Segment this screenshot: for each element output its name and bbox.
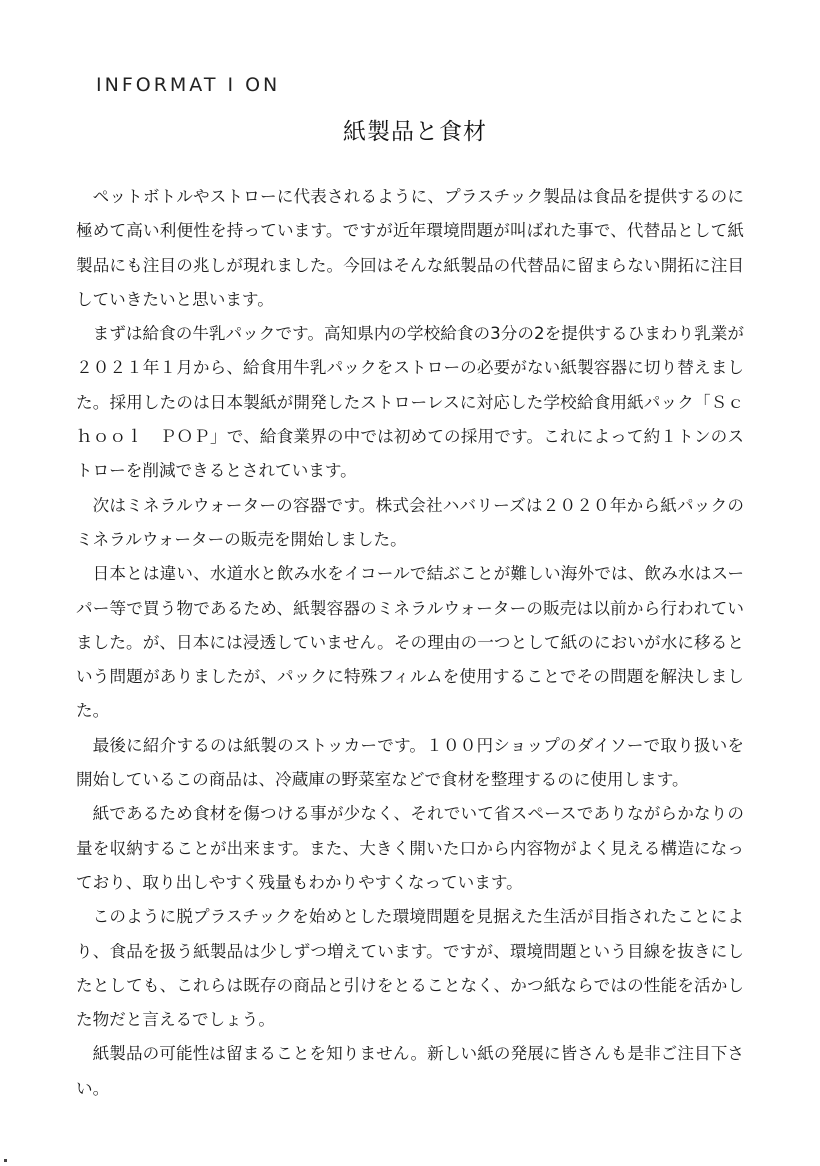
paragraph-summary: このように脱プラスチックを始めとした環境問題を見据えた生活が目指されたことにより、食品を扱う紙製品は少しずつ増えています。ですが、環境問題という目線を抜きにしたとしても、これらは既存の商品と引けをとることなく、かつ紙ならではの性能を活かした物だと言えるでしょう。: [76, 907, 744, 1030]
section-label: INFORMAT I ON: [96, 74, 281, 96]
paragraph-mineral-water: 次はミネラルウォーターの容器です。株式会社ハバリーズは２０２０年から紙パックのミネラルウォーターの販売を開始しました。: [76, 495, 744, 549]
scan-speck: [4, 1159, 7, 1162]
paragraph-stocker: 最後に紹介するのは紙製のストッカーです。１００円ショップのダイソーで取り扱いを開始しているこの商品は、冷蔵庫の野菜室などで食材を整理するのに使用します。: [76, 735, 744, 790]
paragraph-overseas-water: 日本とは違い、水道水と飲み水をイコールで結ぶことが難しい海外では、飲み水はスーパー等で買う物であるため、紙製容器のミネラルウォーターの販売は以前から行われていました。が、日本には浸透していません。その理由の一つとして紙のにおいが水に移るという問題がありましたが、パックに特殊フィルムを使用することでその問題を解決しました。: [76, 564, 744, 721]
article-body: [76, 180, 744, 1106]
article-title: [0, 113, 820, 146]
paragraph-closing: 紙製品の可能性は留まることを知りません。新しい紙の発展に皆さんも是非ご注目下さい。: [76, 1044, 744, 1098]
paragraph-intro: ペットボトルやストローに代表されるように、プラスチック製品は食品を提供するのに極めて高い利便性を持っています。ですが近年環境問題が叫ばれた事で、代替品として紙製品にも注目の兆しが現れました。今回はそんな紙製品の代替品に留まらない開拓に注目していきたいと思います。: [76, 187, 744, 309]
article-title-text: 紙製品と食材: [343, 119, 487, 145]
paragraph-milk-pack: まずは給食の牛乳パックです。高知県内の学校給食の3分の2を提供するひまわり乳業が２０２１年１月から、給食用牛乳パックをストローの必要がない紙製容器に切り替えました。採用したのは日本製紙が開発したストローレスに対応した学校給食用紙パック「Ｓｃｈｏｏｌ ＰＯＰ」で、給食業界の中では初めての採用です。これによって約１トンのストローを削減できるとされています。: [76, 324, 744, 481]
paragraph-stocker-benefits: 紙であるため食材を傷つける事が少なく、それでいて省スペースでありながらかなりの量を収納することが出来ます。また、大きく開いた口から内容物がよく見える構造になっており、取り出しやすく残量もわかりやすくなっています。: [76, 804, 744, 892]
